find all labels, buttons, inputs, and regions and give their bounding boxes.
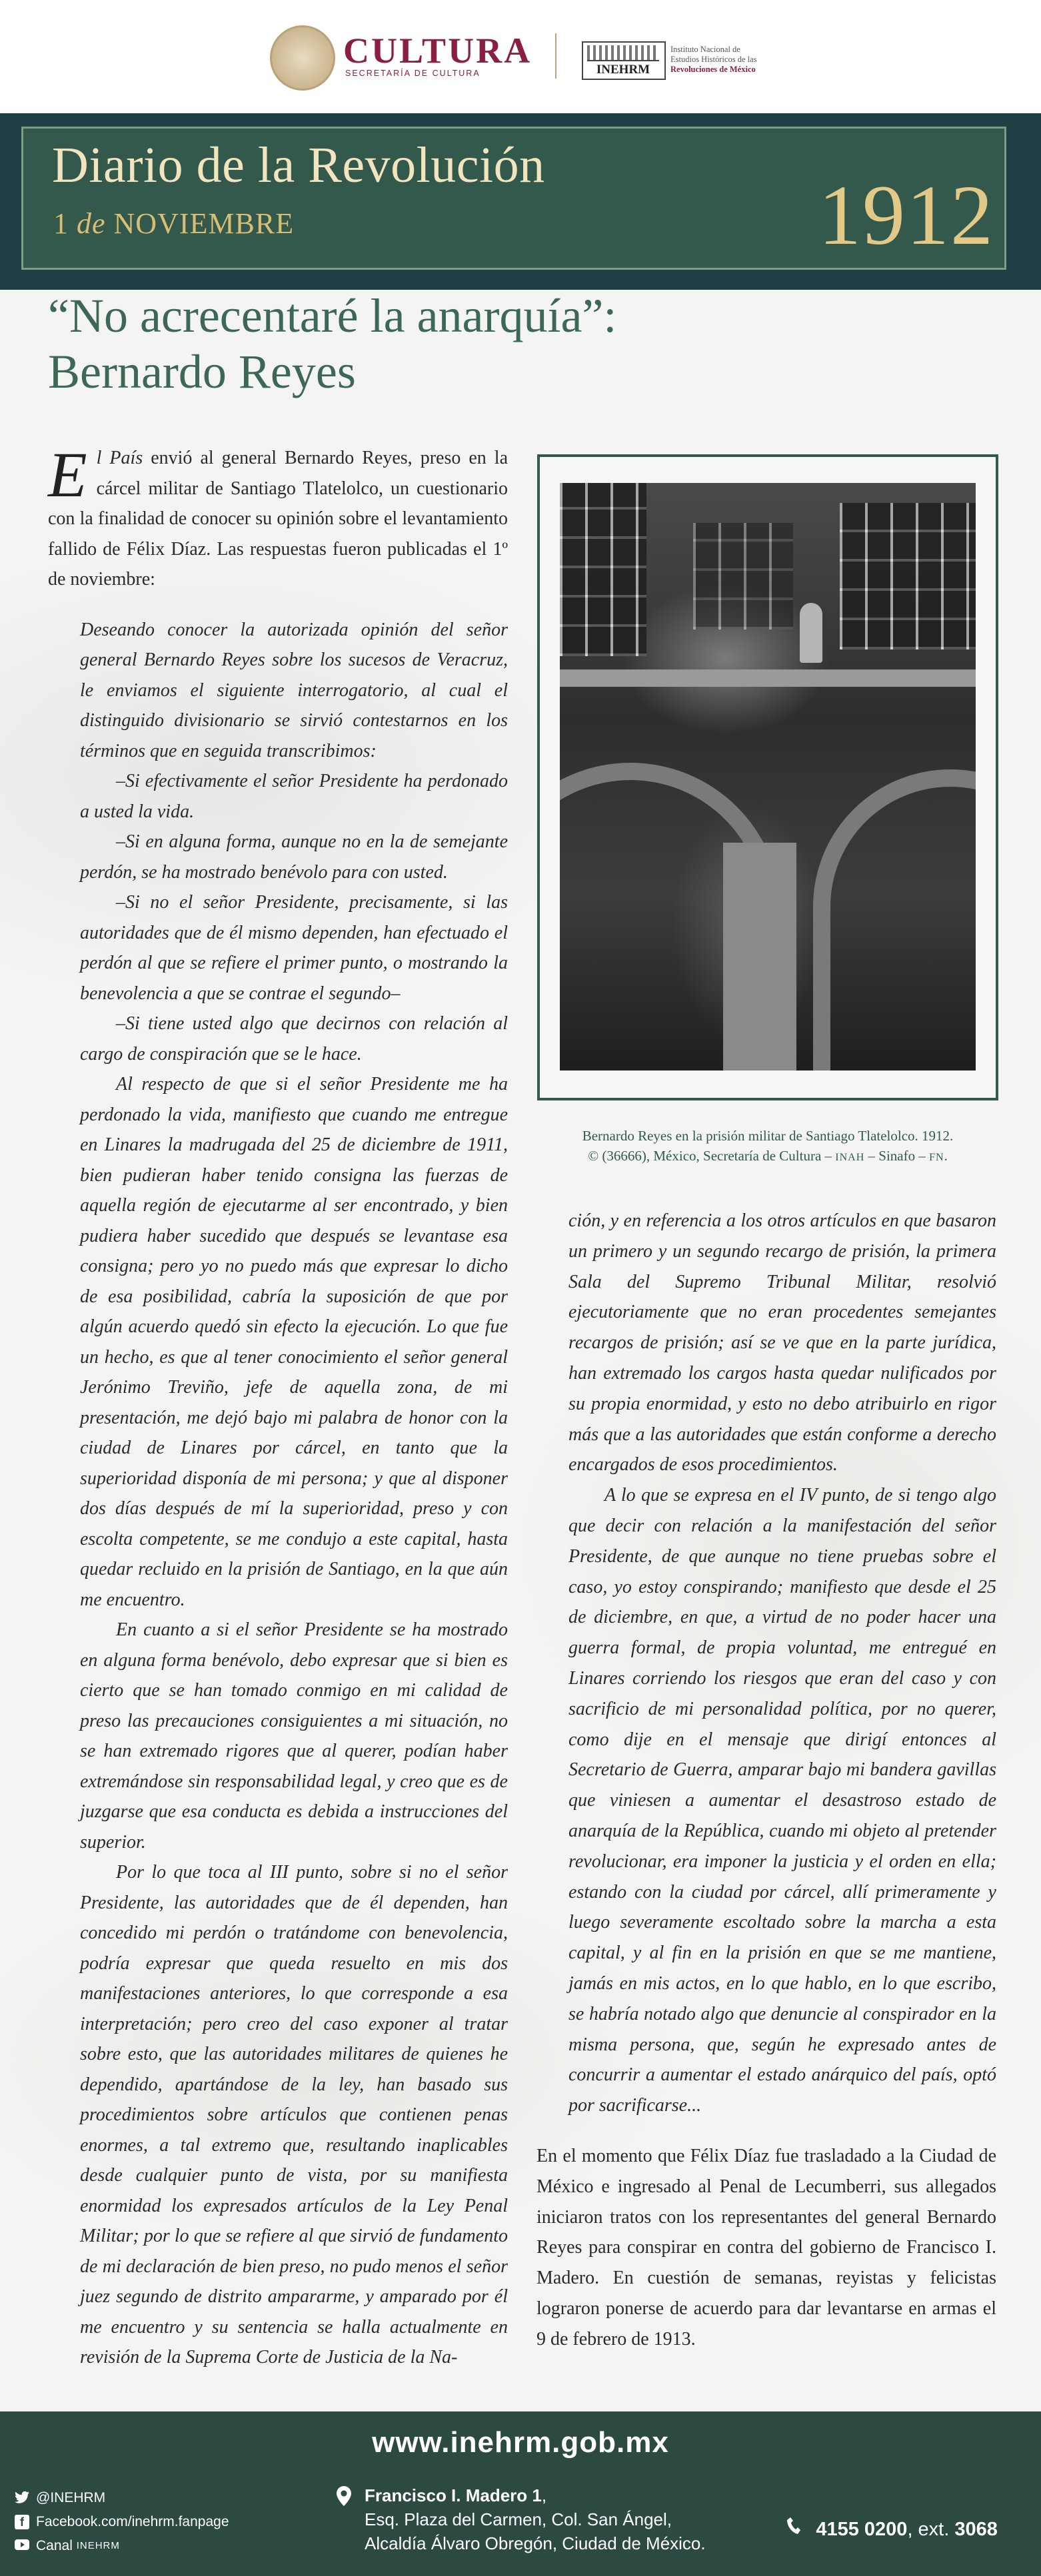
drop-cap: E [48,439,87,510]
intro-newspaper-name: l País [96,448,143,468]
photo-window-center [693,523,793,630]
answer-2: En cuanto a si el señor Presidente se ha mostrado en alguna forma benévolo, debo expresar que si bien es cierto que se han tomado conmigo en mi calidad de preso las precauciones consiguientes a mi situación, no se han extremado rigores que al querer, podían haber extremándose sin responsabilidad legal, y creo que es de juzgarse que esa conducta es debida a instrucciones del superior. [80,1619,508,1853]
phone-ext-label: , ext. [907,2519,950,2540]
banner-title: Diario de la Revolución [52,137,545,193]
question-1: –Si efectivamente el señor Presidente ha perdonado a usted la vida. [80,771,508,822]
answer-1: Al respecto de que si el señor Presidente me ha perdonado la vida, manifiesto que cuando me entregue en Linares la madrugada del 25 de diciembre de 1911, bien pudieran haber tenido consigna las fuerzas de aquella región de ejecutarme al ser encontrado, y bien pudiera haber sucedido que después se levantase esa consigna; pero yo no puedo más que expresar lo dicho de esa posibilidad, cabría la suposición de que por algún acuerdo quedó sin efecto la ejecución. Lo que fue un hecho, es que al tener conocimiento el señor general Jerónimo Treviño, jefe de aquella zona, de mi presentación, me dejó bajo mi palabra de honor con la ciudad de Linares por cárcel, en tanto que la superioridad disponía de mi persona; y que al disponer dos días después de mí la superioridad, preso y con escolta competente, se me condujo a este capital, hasta quedar recluido en la prisión de Santiago, en la que aún me encuentro. [80,1074,508,1610]
address-street: Francisco I. Madero 1 [365,2485,542,2505]
canal-label: Canal [36,2538,73,2553]
inehrm-full-line-1: Instituto Nacional de [670,45,740,54]
closing-paragraph: En el momento que Félix Díaz fue trasladado a la Ciudad de México e ingresado al Penal de Lecumberri, sus allegados iniciaron tratos con los representantes del general Bernardo Reyes para conspirar en contra del gobierno de Francisco I. Madero. En cuestión de semanas, reyistas y felicistas lograron ponerse de acuerdo para dar levantarse en armas el 9 de febrero de 1913. [536,2145,996,2350]
photo-caption-line-2: © (36666), México, Secretaría de Cultura – INAH – Sinafo – FN. [588,1148,948,1164]
youtube-icon [15,2539,29,2553]
twitter-icon [15,2491,29,2505]
location-pin-icon [337,2486,351,2506]
inehrm-full-line-2: Estudios Históricos de las [670,55,757,64]
cultura-logo-text: CULTURA [343,31,532,71]
banner-date [53,207,294,240]
phone-extension: 3068 [954,2519,998,2540]
question-2: –Si en alguna forma, aunque no en la de semejante perdón, se ha mostrado benévolo para con usted. [80,831,508,883]
headline-line-1: “No acrecentaré la anarquía”: [48,289,617,342]
phone-contact[interactable] [786,2517,998,2541]
banner-year: 1912 [818,168,994,262]
intro-text: envió al general Bernardo Reyes, preso en la cárcel militar de Santiago Tlatelolco, un cuestionario con la finalidad de conocer su opinión sobre el levantamiento fallido de Félix Díaz. Las respuestas fueron publicadas el 1º de noviembre: [48,448,508,590]
answer-4: A lo que se expresa en el IV punto, de si tengo algo que decir con relación a la manifestación del señor Presidente, de que aunque no tiene pruebas sobre el caso, yo estoy conspirando; manifiesto que desde el 25 de diciembre, en que, a virtud de no poder hacer una guerra formal, de propia voluntad, me entregué en Linares corriendo los riesgos que eran del caso y con sacrificio de mi personalidad política, por no querer, como dije en el mensaje que dirigí entonces al Secretario de Guerra, amparar bajo mi bandera gavillas que viniesen a aumentar el desastroso estado de anarquía de la República, cuando mi objeto al pretender revolucionar, era imponer la justicia y el orden en ella; estando con la ciudad por cárcel, allí primeramente y luego severamente escoltado sobre la marcha a esta capital, y al fin en la prisión en que se me mantiene, jamás en mis actos, en lo que hablo, en lo que escribo, se habría notado algo que denuncie al conspirador en la misma persona, que, según he expresado antes de concurrir a aumentar el estado anárquico del país, optó por sacrificarse... [568,1485,996,2116]
logo-divider [555,33,556,79]
address-line-2: Esq. Plaza del Carmen, Col. San Ángel, [365,2509,672,2529]
address-block: Francisco I. Madero 1, Esq. Plaza del Carmen, Col. San Ángel, Alcaldía Álvaro Obregón, Ciudad de México. [337,2483,706,2555]
photo-arch-right [813,769,976,1071]
facebook-link[interactable] [15,2510,229,2534]
banner-date-month: NOVIEMBRE [113,207,295,240]
answer-3-continued: ción, y en referencia a los otros artículos en que basaron un primero y un segundo recargo de prisión, la primera Sala del Supremo Tribunal Militar, resolvió ejecutoriamente que no eran procedentes semejantes recargos de prisión; así se ve que en la parte jurídica, han extremado los cargos hasta quedar nulificados por su propia enormidad, y esto no debo atribuirlo en rigor más que a las autoridades que están conforme a derecho encargados de esos procedimientos. [568,1210,996,1476]
article-headline [48,288,781,400]
phone-number: 4155 0200 [816,2519,908,2540]
photo-caption-line-1: Bernardo Reyes en la prisión militar de Santiago Tlatelolco. 1912. [582,1128,954,1144]
inehrm-building-icon [587,45,659,61]
inehrm-full-line-3: Revoluciones de México [670,65,756,74]
headline-line-2: Bernardo Reyes [48,345,356,398]
question-3: –Si no el señor Presidente, precisamente, si las autoridades que de él mismo dependen, han efectuado el perdón al que se refiere el primer punto, o mostrando la benevolencia a que se contrae el segundo– [80,892,508,1004]
facebook-icon: f [15,2515,29,2529]
footer [0,2411,1041,2576]
photo-window-right [840,503,976,649]
phone-icon [786,2518,806,2540]
facebook-url: Facebook.com/inehrm.fanpage [36,2514,229,2529]
photo-caption [537,1126,998,1168]
photo-ledge [560,669,976,687]
youtube-link[interactable] [15,2534,229,2558]
question-intro: Deseando conocer la autorizada opinión del señor general Bernardo Reyes sobre los sucesos de Veracruz, le enviamos el siguiente interrogatorio, al cual el distinguido divisionario se sirvió contestarnos en los términos que en seguida transcribimos: [80,619,508,761]
canal-name: INEHRM [76,2540,120,2551]
photo-figure [800,603,822,663]
photo-window-left [560,483,646,656]
website-link[interactable]: www.inehrm.gob.mx [372,2426,669,2459]
banner-date-de: de [77,207,106,240]
intro-paragraph [48,439,508,595]
banner-date-day: 1 [53,207,69,240]
twitter-link[interactable] [15,2486,229,2510]
historic-photo [560,483,976,1071]
address-line-3: Alcaldía Álvaro Obregón, Ciudad de México. [365,2533,706,2553]
answer-3: Por lo que toca al III punto, sobre si no el señor Presidente, las autoridades que de él dependen, han concedido mi perdón o tratándome con benevolencia, podría expresar que queda resuelto en mis dos manifestaciones anteriores, lo que corresponde a esa interpretación; pero creo del caso exponer al tratar sobre esto, que las autoridades militares de quienes he dependido, apartándose de la ley, han basado sus procedimientos sobre artículos que contienen penas enormes, a tal extremo que, resultando inaplicables desde cualquier punto de vista, por su manifiesta enormidad los expresados artículos de la Ley Penal Militar; por lo que se refiere al que sirvió de fundamento de mi declaración de bien preso, no pudo menos el señor juez segundo de distrito ampararme, y amparado por él me encuentro y su sentencia se halla actualmente en revisión de la Suprema Corte de Justicia de la Na- [80,1862,508,2367]
photo-pillar [723,843,796,1071]
social-links [15,2486,229,2558]
cultura-seal-icon [270,25,335,91]
inehrm-full-name [670,45,784,75]
article-column-left [48,439,508,2373]
twitter-handle: @INEHRM [36,2490,106,2505]
inehrm-logo [582,41,666,80]
logo-bar [0,0,1041,113]
inehrm-logo-text: INEHRM [596,63,650,77]
article-column-right [536,1206,996,2354]
question-4: –Si tiene usted algo que decirnos con relación al cargo de conspiración que se le hace. [80,1013,508,1065]
cultura-logo-subtitle: SECRETARÍA DE CULTURA [345,69,481,78]
